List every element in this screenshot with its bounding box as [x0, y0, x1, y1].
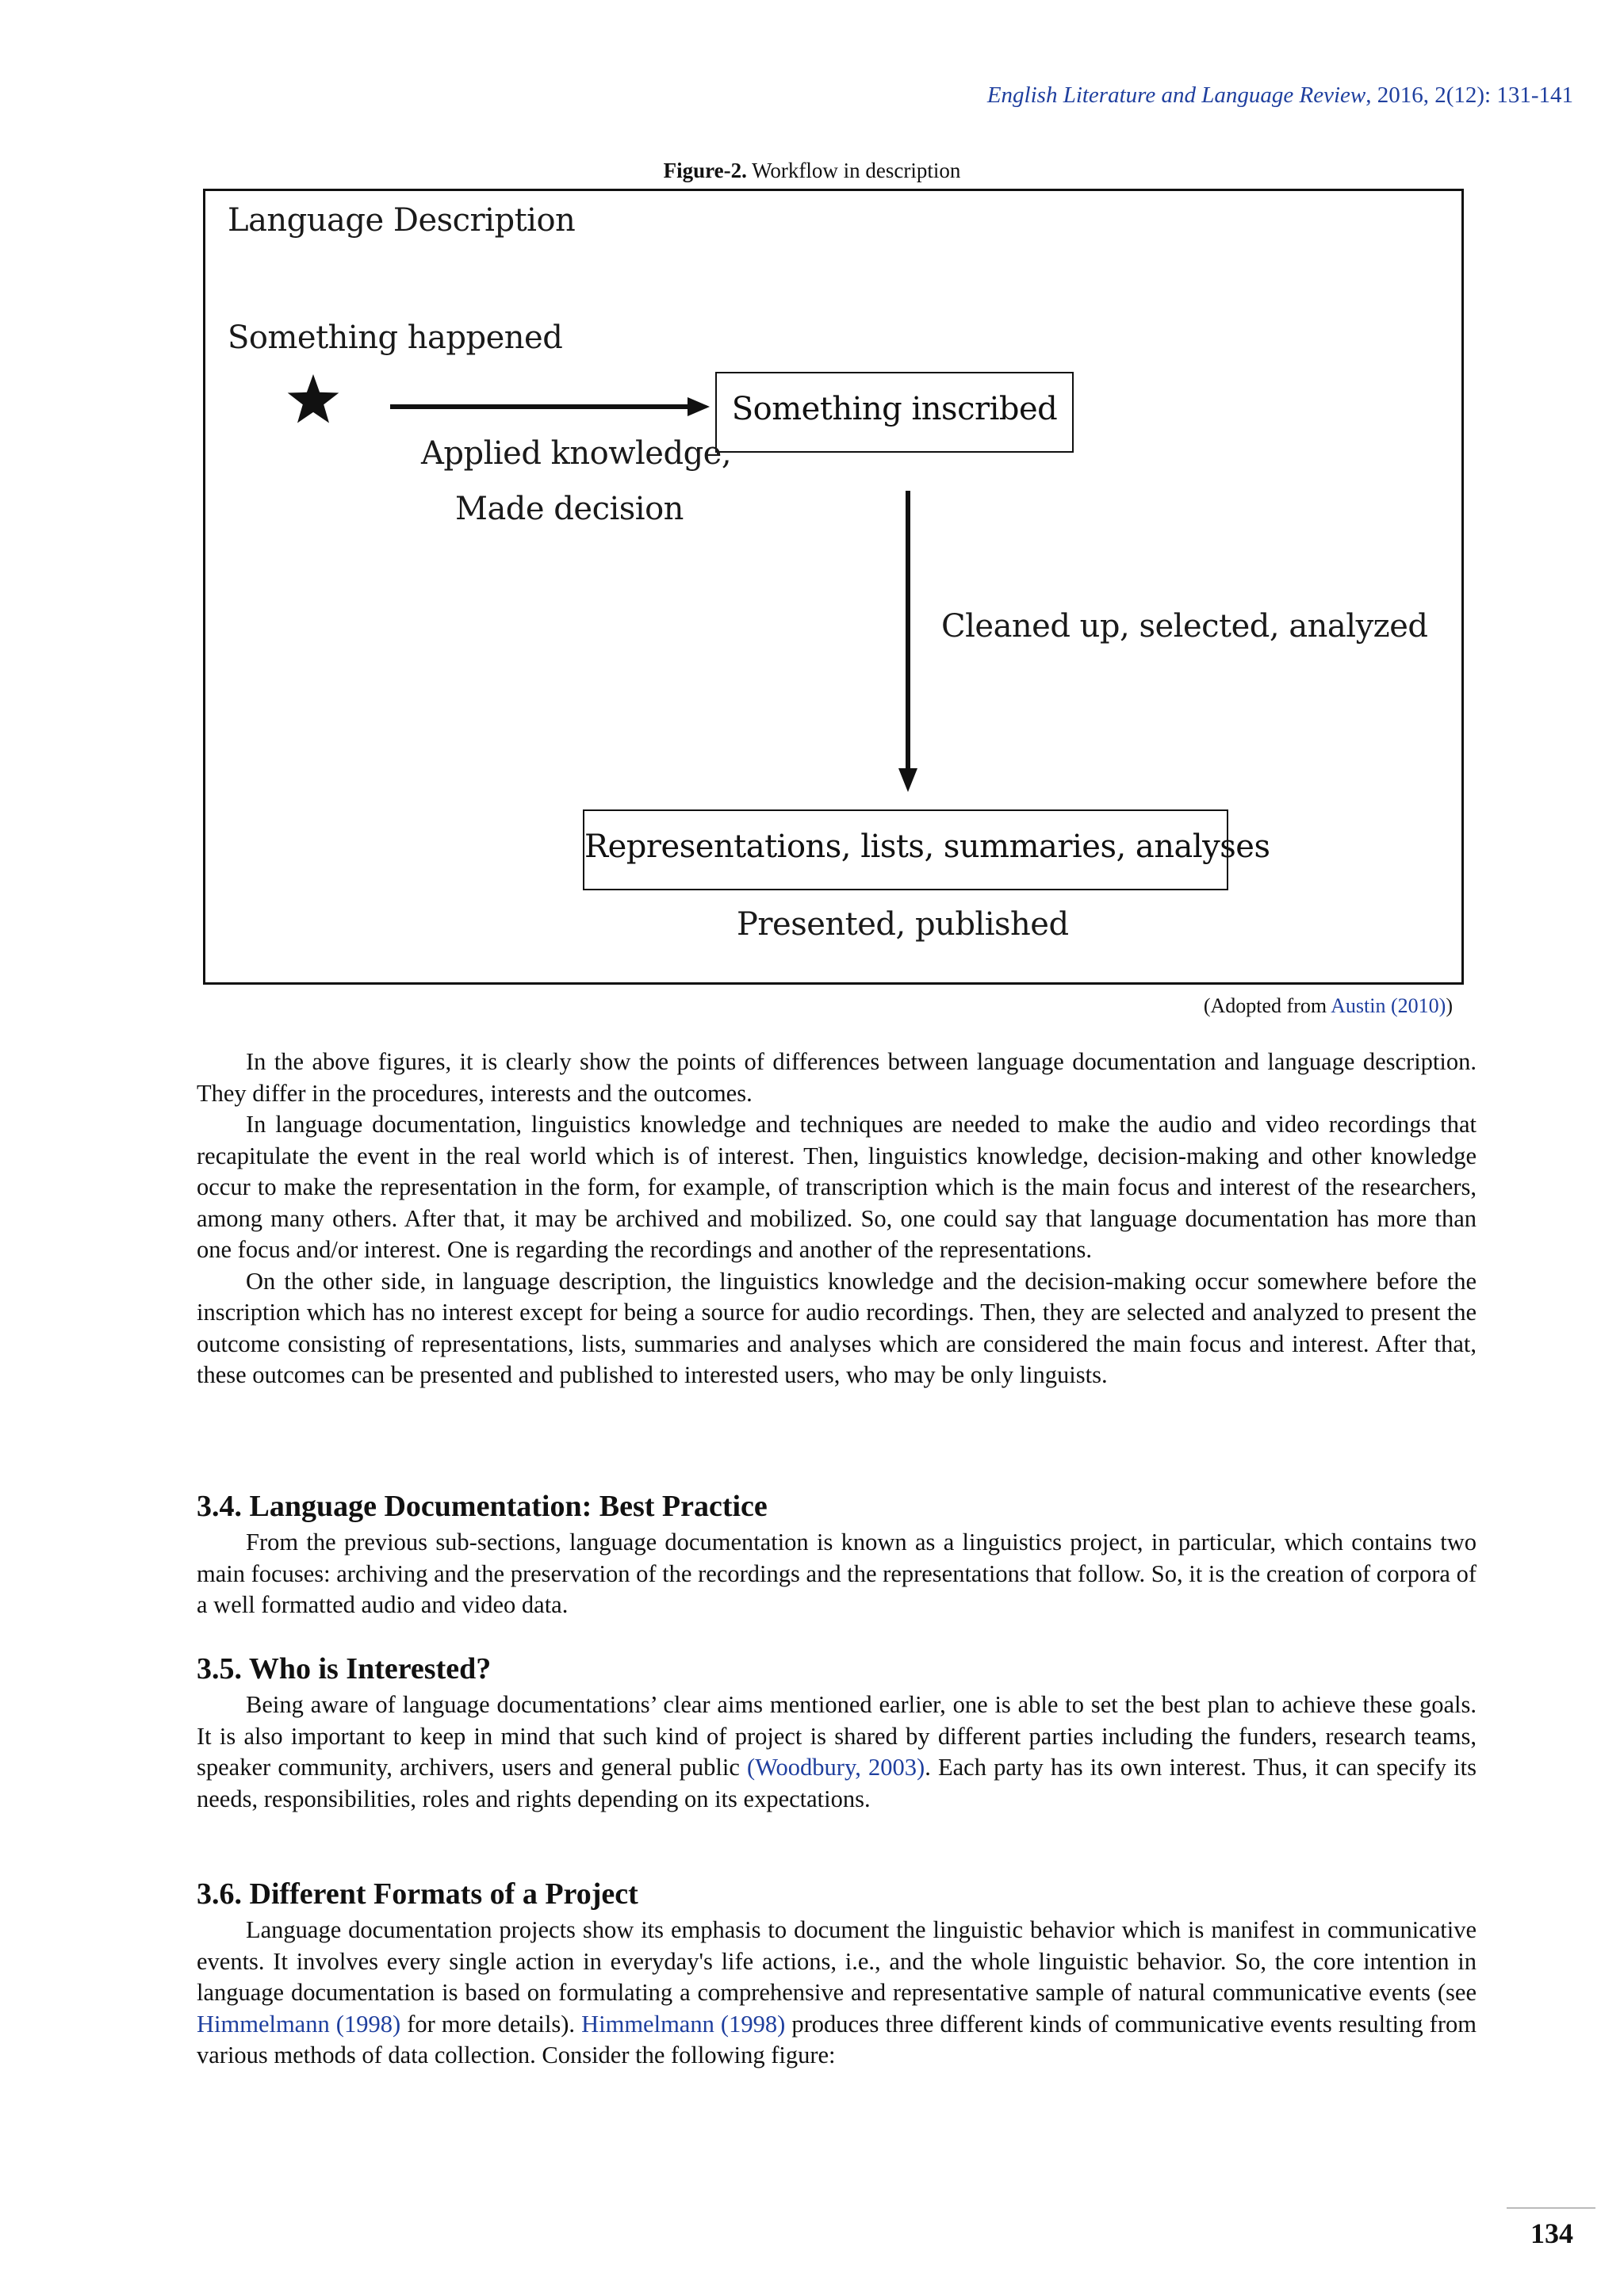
- star-icon: [288, 374, 339, 423]
- paragraph: Being aware of language documentations’ clear aims mentioned earlier, one is able to set the best plan to achieve these goals. It is also important to keep in mind that such kind of project is shared by different parties including the funders, research teams, speaker community, archivers, users and general public (Woodbury, 2003). Each party has its own interest. Thus, it can specify its needs, responsibilities, roles and rights depending on its expectations.: [197, 1691, 1477, 1812]
- austin-citation-link[interactable]: Austin (2010): [1331, 994, 1446, 1017]
- footer-divider: [1507, 2207, 1595, 2209]
- arrow2-label: Cleaned up, selected, analyzed: [941, 608, 1428, 645]
- woodbury-citation-link[interactable]: (Woodbury, 2003): [747, 1754, 925, 1781]
- section-heading-3-6: 3.6. Different Formats of a Project: [197, 1877, 638, 1911]
- section-heading-3-5: 3.5. Who is Interested?: [197, 1652, 492, 1686]
- event-label: Something happened: [228, 320, 563, 356]
- inscribed-box: [715, 372, 1074, 453]
- himmelmann-citation-link-1[interactable]: Himmelmann (1998): [197, 2010, 401, 2038]
- paragraph: Language documentation projects show its emphasis to document the linguistic behavior which is manifest in communicative events. It involves every single action in everyday's life actions, i.e., and the whole linguistic behavior. So, the core intention in language documentation is based on formulating a comprehensive and representative sample of natural communicative events (see Himmelmann (1998) for more details). Himmelmann (1998) produces three different kinds of communicative events resulting from various methods of data collection. Consider the following figure:: [197, 1916, 1477, 2068]
- figure-source: (Adopted from Austin (2010)): [1203, 994, 1453, 1017]
- running-header: [987, 82, 1573, 109]
- page-number: 134: [1530, 2218, 1573, 2249]
- figure-title: Language Description: [228, 202, 576, 239]
- final-label: Presented, published: [737, 906, 1069, 943]
- workflow-figure: [203, 189, 1464, 985]
- arrow1-label-line1: Applied knowledge,: [421, 435, 732, 472]
- section-3-4-body: [197, 1527, 1477, 1621]
- paragraph: On the other side, in language description, the linguistics knowledge and the decision-making occur somewhere before the inscription which has no interest except for being a source for audio recordings. Then, they are selected and analyzed to present the outcome consisting of representations, lists, summaries and analyses which are considered the main focus and interest. After that, these outcomes can be presented and published to interested users, who may be only linguists.: [197, 1267, 1477, 1388]
- section-heading-3-4: 3.4. Language Documentation: Best Practice: [197, 1490, 768, 1523]
- arrow1-label-line2: Made decision: [455, 491, 684, 527]
- vertical-arrowhead: [898, 768, 917, 792]
- paragraph: In the above figures, it is clearly show the points of differences between language documentation and language description. They differ in the procedures, interests and the outcomes.: [197, 1048, 1477, 1107]
- section-3-6-body: [197, 1915, 1477, 2072]
- figure-caption: [0, 159, 1624, 183]
- paragraph: From the previous sub-sections, language documentation is known as a linguistics project, in particular, which contains two main focuses: archiving and the preservation of the recordings and the representations that follow. So, it is the creation of corpora of a well formatted audio and video data.: [197, 1529, 1477, 1618]
- paragraph: In language documentation, linguistics knowledge and techniques are needed to make the audio and video recordings that recapitulate the event in the real world which is of interest. Then, linguistics knowledge, decision-making and other knowledge occur to make the representation in the form, for example, of transcription which is the main focus and interest of the researchers, among many others. After that, it may be archived and mobilized. So, one could say that language documentation has more than one focus and/or interest. One is regarding the recordings and another of the representations.: [197, 1111, 1477, 1263]
- journal-name: English Literature and Language Review: [986, 82, 1366, 108]
- figure-caption-text: Workflow in description: [746, 159, 961, 182]
- outcome-box-label: Representations, lists, summaries, analyses: [584, 828, 1270, 865]
- himmelmann-citation-link-2[interactable]: Himmelmann (1998): [581, 2010, 786, 2038]
- intro-paragraphs: [197, 1047, 1477, 1391]
- horizontal-arrowhead: [688, 397, 710, 416]
- outcome-box: [583, 809, 1270, 890]
- figure-caption-label: Figure-2.: [663, 159, 747, 182]
- journal-citation: , 2016, 2(12): 131-141: [1365, 82, 1573, 108]
- section-3-5-body: [197, 1689, 1477, 1815]
- inscribed-box-label: Something inscribed: [731, 391, 1058, 427]
